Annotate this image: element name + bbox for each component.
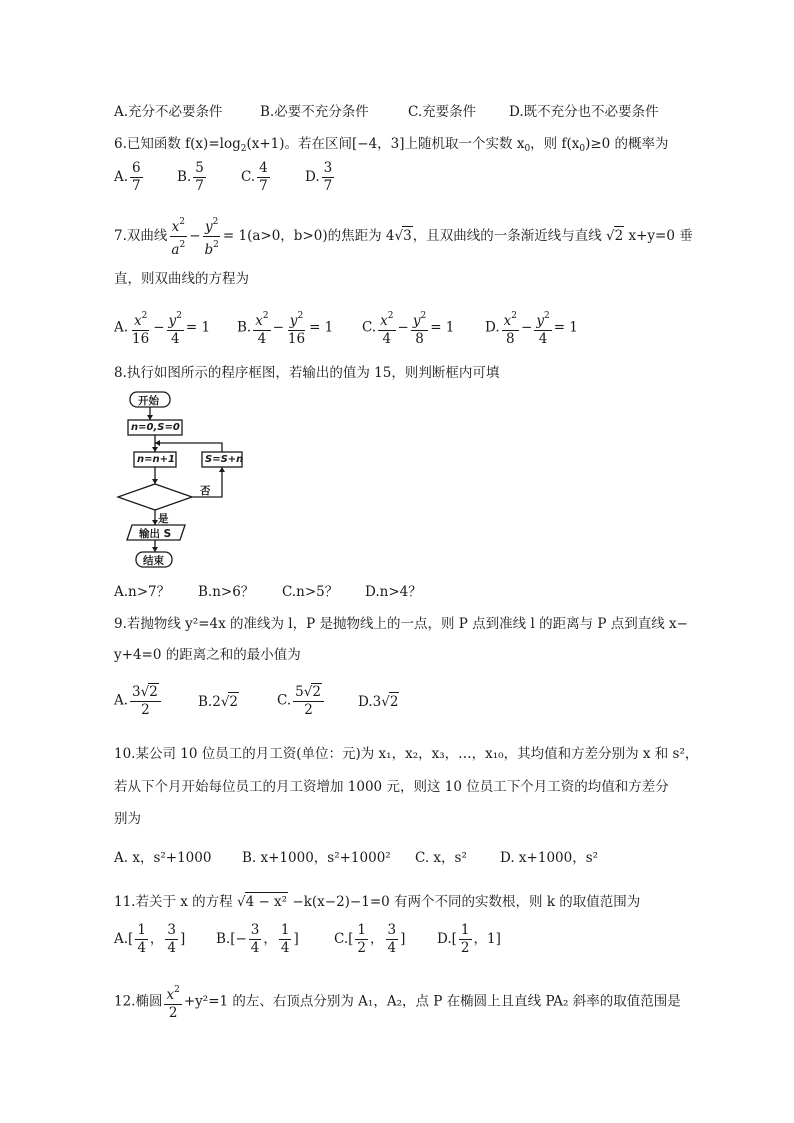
flow-output-label: 输出 S xyxy=(139,528,172,540)
flow-acc-label: S=S+n xyxy=(205,454,244,465)
q10-option-c: C. x，s² xyxy=(415,850,467,866)
q6-option-c: C. $\frac{4}{7}$ xyxy=(241,160,268,194)
flowchart-lines xyxy=(110,388,250,568)
flow-decision-shape xyxy=(118,484,192,510)
q6-stem: 6.已知函数 $f(x)=\log_2(x+1)$。若在区间[−4，3]上随机取一个实数 $x_0$，则 $f(x_0)\ge 0$ 的概率为 xyxy=(114,136,669,154)
q5-option-b: B.必要不充分条件 xyxy=(260,104,369,120)
q6-option-b: B. $\frac{5}{7}$ xyxy=(177,160,204,194)
q10-option-a: A. x，s²+1000 xyxy=(114,850,212,866)
q8-option-d: D.n>4？ xyxy=(365,584,422,600)
q9-option-b: B.2√2 xyxy=(198,694,239,710)
q8-stem: 8.执行如图所示的程序框图，若输出的值为 15，则判断框内可填 xyxy=(114,365,500,381)
q9-option-a: A. $\frac{3√2}{2}$ xyxy=(114,683,163,719)
flow-start-label: 开始 xyxy=(138,395,159,407)
q7-option-b: B. $\frac{x^2}{4}$ − $\frac{y^2}{16}$ = 1 xyxy=(237,308,333,348)
q12-stem: 12.椭圆 $\frac{x^2}{2}$ +y²=1 的左、右顶点分别为 A₁，A₂，点 P 在椭圆上且直线 PA₂ 斜率的取值范围是 xyxy=(114,982,681,1022)
flow-inc-label: n=n+1 xyxy=(137,454,175,465)
q10-stem-line1: 10.某公司 10 位员工的月工资(单位：元)为 x₁，x₂，x₃，…，x₁₀，其均值和方差分别为 x 和 s²， xyxy=(114,746,699,762)
q8-option-c: C.n>5？ xyxy=(282,584,339,600)
q10-option-d: D. x+1000，s² xyxy=(500,850,599,866)
q10-stem-line2: 若从下个月开始每位员工的月工资增加 1000 元，则这 10 位员工下个月工资的均值和方差分 xyxy=(114,779,669,795)
q9-stem-line1: 9.若抛物线 y²=4x 的准线为 l，P 是抛物线上的一点，则 P 点到准线 l 的距离与 P 点到直线 x− xyxy=(114,616,688,632)
q9-option-c: C. $\frac{5√2}{2}$ xyxy=(277,683,326,719)
q7-option-a: A. $\frac{x^2}{16}$ − $\frac{y^2}{4}$ = 1 xyxy=(114,308,210,348)
q7-option-d: D. $\frac{x^2}{8}$ − $\frac{y^2}{4}$ = 1 xyxy=(485,308,578,348)
flow-yes-label: 是 xyxy=(158,513,169,525)
q7-stem: 7.双曲线 $\frac{x^2}{a^2}$ − $\frac{y^2}{b^2}$ = 1(a>0，b>0)的焦距为 4√3，且双曲线的一条渐近线与直线 √2 x+y=0 垂 xyxy=(114,214,693,259)
q9-stem-line2: y+4=0 的距离之和的最小值为 xyxy=(114,647,301,663)
q7-stem-line2: 直，则双曲线的方程为 xyxy=(114,271,249,287)
q6-option-a: A. $\frac{6}{7}$ xyxy=(114,160,141,194)
flow-end-label: 结束 xyxy=(143,555,164,567)
q11-stem: 11.若关于 x 的方程 √4 − x² −k(x−2)−1=0 有两个不同的实数根，则 k 的取值范围为 xyxy=(114,894,641,910)
q11-option-c: C.[ $\frac{1}{2}$ ， $\frac{3}{4}$ ] xyxy=(334,922,406,956)
flowchart xyxy=(110,388,250,568)
q8-option-a: A.n>7？ xyxy=(114,584,171,600)
q5-option-d: D.既不充分也不必要条件 xyxy=(509,104,659,120)
q10-option-b: B. x+1000，s²+1000² xyxy=(242,850,391,866)
flow-init-label: n=0,S=0 xyxy=(131,422,180,433)
flow-no-label: 否 xyxy=(200,485,211,497)
q11-option-a: A.[ $\frac{1}{4}$ ， $\frac{3}{4}$ ] xyxy=(114,922,186,956)
q6-option-d: D. $\frac{3}{7}$ xyxy=(305,160,333,194)
q11-option-b: B.[− $\frac{3}{4}$ ， $\frac{1}{4}$ ] xyxy=(216,922,299,956)
q5-option-a: A.充分不必要条件 xyxy=(114,104,223,120)
q8-option-b: B.n>6？ xyxy=(198,584,255,600)
q10-stem-line3: 别为 xyxy=(114,811,141,827)
q7-option-c: C. $\frac{x^2}{4}$ − $\frac{y^2}{8}$ = 1 xyxy=(362,308,454,348)
q9-option-d: D.3√2 xyxy=(358,694,399,710)
q5-option-c: C.充要条件 xyxy=(408,104,477,120)
q11-option-d: D.[ $\frac{1}{2}$ ，1] xyxy=(437,922,501,956)
